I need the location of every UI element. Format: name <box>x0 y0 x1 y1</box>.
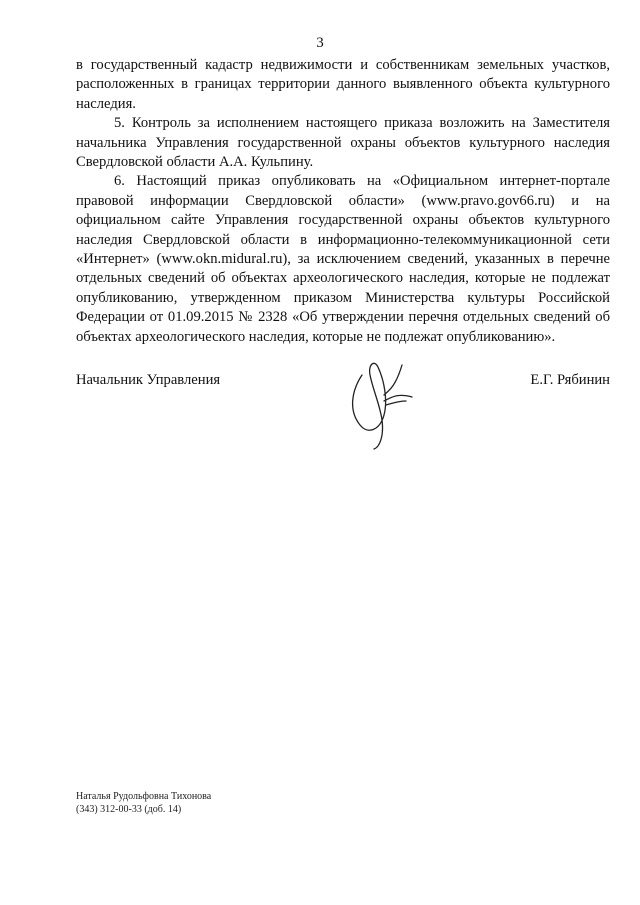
paragraph-continuation: в государственный кадастр недвижимости и собственникам земельных участков, расположенных в границах территории данного выявленного объекта культурного наследия. <box>76 57 610 112</box>
page-number: 3 <box>316 35 324 51</box>
signatory-name: Е.Г. Рябинин <box>530 372 610 388</box>
signatory-position: Начальник Управления <box>76 372 221 388</box>
executor-info <box>76 790 211 816</box>
paragraph-item-6: 6. Настоящий приказ опубликовать на «Официальном интернет-портале правовой информации Свердловской области» (www.pravo.gov66.ru) и на официальном сайте Управления государственной охраны объектов культурного наследия Свердловской области в информационно-телекоммуникационной сети «Интернет» (www.okn.midural.ru), за исключением сведений, указанных в перечне отдельных сведений об объектах археологического наследия, которые не подлежат опубликованию, утвержденном приказом Министерства культуры Российской Федерации от 01.09.2015 № 2328 «Об утверждении перечня отдельных сведений об объектах археологического наследия, которые не подлежат опубликованию». <box>76 173 610 345</box>
executor-name: Наталья Рудольфовна Тихонова <box>76 791 212 802</box>
document-body <box>76 56 610 347</box>
executor-phone: (343) 312-00-33 (доб. 14) <box>76 804 182 815</box>
paragraph-item-5: 5. Контроль за исполнением настоящего приказа возложить на Заместителя начальника Управления государственной охраны объектов культурного наследия Свердловской области А.А. Кульпину. <box>76 115 610 171</box>
handwritten-signature <box>340 345 430 455</box>
